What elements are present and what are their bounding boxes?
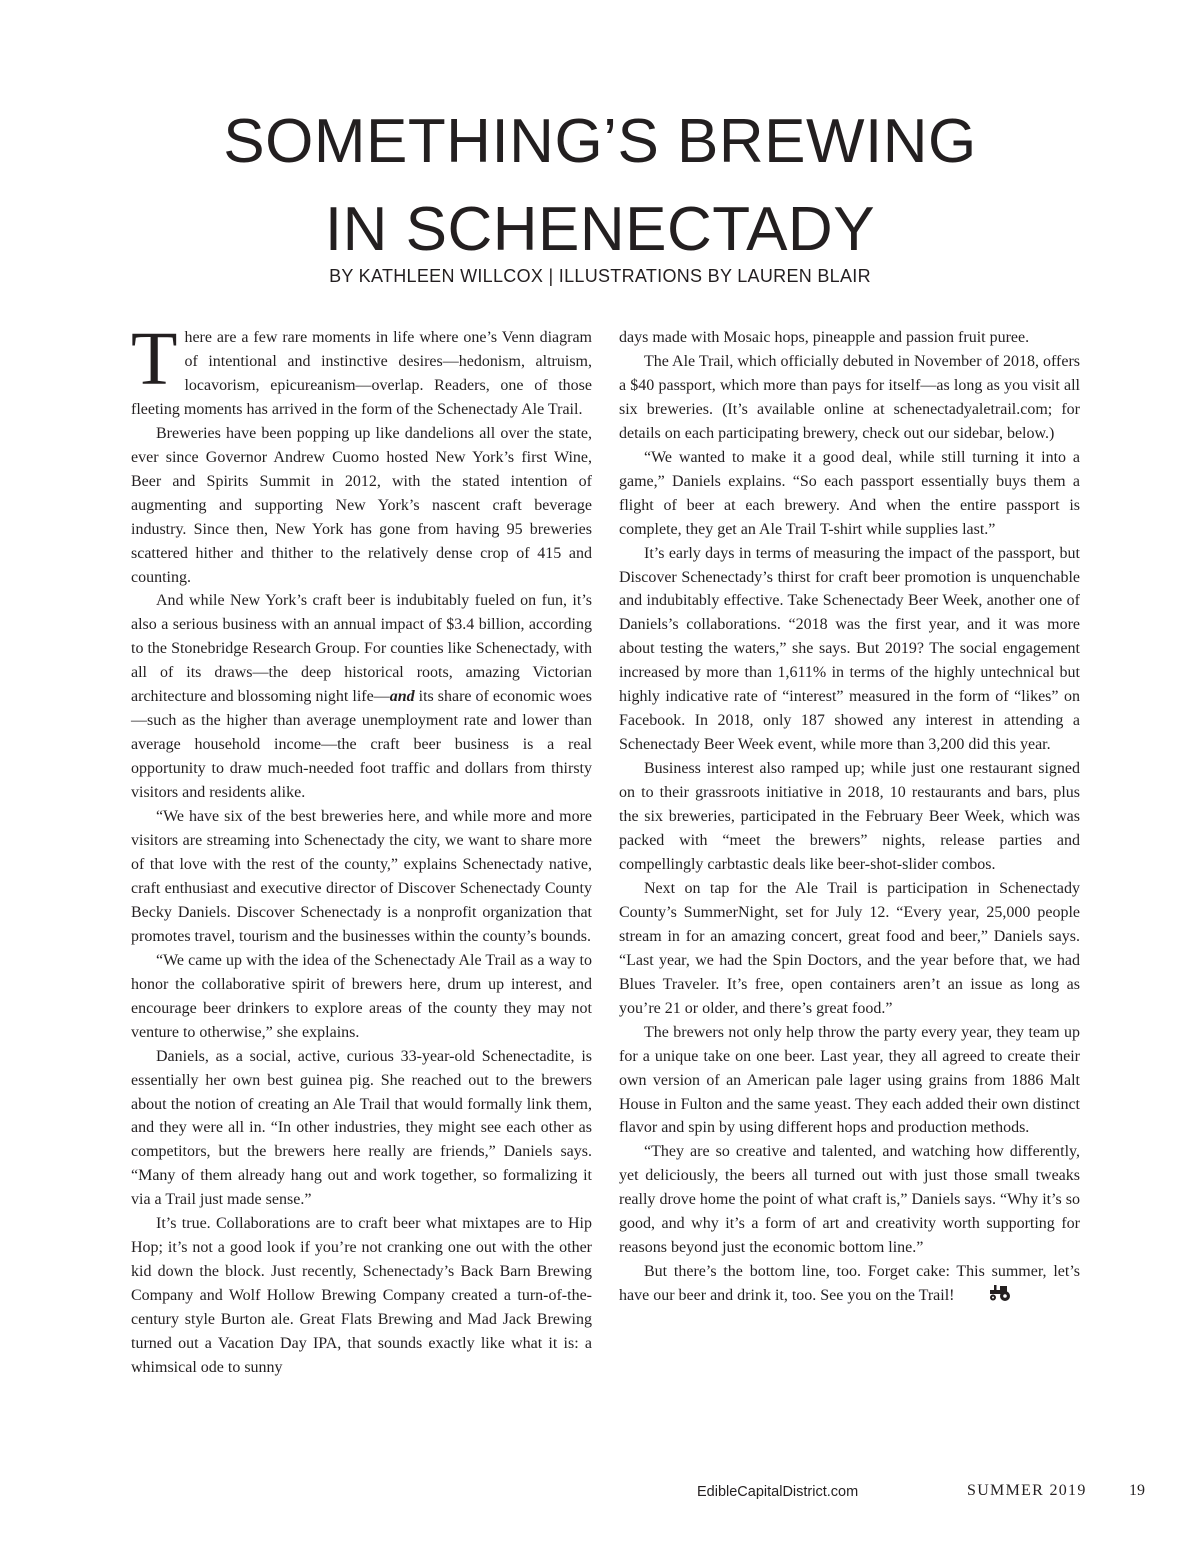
paragraph: days made with Mosaic hops, pineapple and passion fruit puree.: [619, 329, 1030, 346]
paragraph: [619, 1260, 1080, 1310]
drop-cap: T: [131, 317, 178, 401]
paragraph: [131, 589, 592, 805]
tractor-icon: [963, 1284, 1012, 1310]
paragraph: It’s early days in terms of measuring the impact of the passport, but Discover Schenectady’s thirst for craft beer promotion is unquenchable and indubitably effective. Take Schenectady Beer Week, another one of Daniels’s collaborations. “2018 was the first year, and it was more about testing the waters,” she says. But 2019? The social engagement increased by more than 1,611% in terms of the highly untechnical but highly indicative rate of “interest” measured in the form of “likes” on Facebook. In 2018, only 187 showed any interest in attending a Schenectady Beer Week event, while more than 3,200 did this year.: [619, 544, 1080, 754]
paragraph-text: here are a few rare moments in life where one’s Venn diagram of intentional and instinctive desires—hedonism, altruism, locavorism, epicureanism—overlap. Readers, one of those fleeting moments has arrived in the form of the Schenectady Ale Trail.: [131, 329, 592, 418]
footer-site-url: EdibleCapitalDistrict.com: [697, 1484, 859, 1500]
article-title: [0, 98, 1200, 274]
paragraph: The brewers not only help throw the party every year, they team up for a unique take on one beer. Last year, they all agreed to create their own version of an American pale lager using grains from 1886 Malt House in Fulton and the same yeast. They each added their own distinct flavor and spin by using different hops and production methods.: [619, 1023, 1080, 1137]
paragraph-text: But there’s the bottom line, too. Forget cake: This summer, let’s have our beer and drink it, too. See you on the Trail!: [619, 1263, 1080, 1305]
paragraph: “They are so creative and talented, and watching how differently, yet deliciously, the beers all turned out with just those small tweaks really drove home the point of what craft is,” Daniels says. “Why it’s so good, and why it’s a form of art and creativity worth supporting for reasons beyond just the economic bottom line.”: [619, 1143, 1080, 1257]
paragraph: Next on tap for the Ale Trail is participation in Schenectady County’s SummerNight, set for July 12. “Every year, 25,000 people stream in for an amazing concert, great food and beer,” Daniels says. “Last year, we had the Spin Doctors, and the year before that, we had Blues Traveler. It’s free, open containers aren’t an issue as long as you’re 21 or older, and there’s great food.”: [619, 879, 1080, 1017]
paragraph-text: And while New York’s craft beer is indubitably fueled on fun, it’s also a serious business with an annual impact of $3.4 billion, according to the Stonebridge Research Group. For counties like Schenectady, with all of its draws—the deep historical roots, amazing Victorian architecture and blossoming night life—: [131, 592, 592, 706]
byline: BY KATHLEEN WILLCOX | ILLUSTRATIONS BY LAUREN BLAIR: [329, 266, 871, 286]
paragraph: The Ale Trail, which officially debuted in November of 2018, offers a $40 passport, which more than pays for itself—as long as you visit all six breweries. (It’s available online at schenectadyaletrail.com; for details on each participating brewery, check out our sidebar, below.): [619, 352, 1080, 442]
paragraph: Business interest also ramped up; while just one restaurant signed on to their grassroots initiative in 2018, 10 restaurants and bars, plus the six breweries, participated in the February Beer Week, which was packed with “meet the brewers” nights, release parties and compellingly carbtastic deals like beer-shot-slider combos.: [619, 760, 1080, 873]
paragraph: “We wanted to make it a good deal, while still turning it into a game,” Daniels explains. “So each passport essentially buys them a flight of beer at each brewery. And when the entire passport is complete, they get an Ale Trail T-shirt while supplies last.”: [619, 448, 1080, 538]
page-number: 19: [1129, 1482, 1145, 1499]
left-column: [131, 317, 593, 1380]
paragraph: Daniels, as a social, active, curious 33-year-old Schenectadite, is essentially her own best guinea pig. She reached out to the brewers about the notion of creating an Ale Trail that would formally link them, and they were all in. “In other industries, they might see each other as competitors, but the brewers here really are friends,” Daniels says. “Many of them already hang out and work together, so formalizing it via a Trail just made sense.”: [131, 1047, 592, 1209]
footer-issue: SUMMER 2019: [967, 1482, 1087, 1499]
paragraph: Breweries have been popping up like dandelions all over the state, ever since Governor Andrew Cuomo hosted New York’s first Wine, Beer and Spirits Summit in 2012, with the stated intention of augmenting and supporting New York’s nascent craft beverage industry. Since then, New York has gone from having 95 breweries scattered hither and thither to the relatively dense crop of 415 and counting.: [131, 424, 592, 586]
paragraph: “We have six of the best breweries here, and while more and more visitors are streaming into Schenectady the city, we want to share more of that love with the rest of the county,” explains Schenectady native, craft enthusiast and executive director of Discover Schenectady County Becky Daniels. Discover Schenectady is a nonprofit organization that promotes travel, tourism and the businesses within the county’s bounds.: [131, 808, 592, 945]
right-column: [619, 326, 1080, 1310]
emphasis: and: [389, 688, 415, 706]
paragraph: It’s true. Collaborations are to craft beer what mixtapes are to Hip Hop; it’s not a good look if you’re not cranking one out with the other kid down the block. Just recently, Schenectady’s Back Barn Brewing Company and Wolf Hollow Brewing Company created a turn-of-the-century style Burton ale. Great Flats Brewing and Mad Jack Brewing turned out a Vacation Day IPA, that sounds exactly like what it is: a whimsical ode to sunny: [131, 1215, 592, 1376]
paragraph: [131, 317, 592, 422]
title-line-2: IN SCHENECTADY: [324, 195, 876, 264]
paragraph: “We came up with the idea of the Schenectady Ale Trail as a way to honor the collaborative spirit of brewers here, drum up interest, and encourage beer drinkers to explore areas of the county they may not venture to otherwise,” she explains.: [131, 951, 592, 1041]
paragraph-text: its share of economic woes—such as the higher than average unemployment rate and lower than average household income—the craft beer business is a real opportunity to draw much-needed foot traffic and dollars from thirsty visitors and residents alike.: [131, 688, 593, 802]
title-line-1: SOMETHING’S BREWING: [223, 107, 977, 176]
